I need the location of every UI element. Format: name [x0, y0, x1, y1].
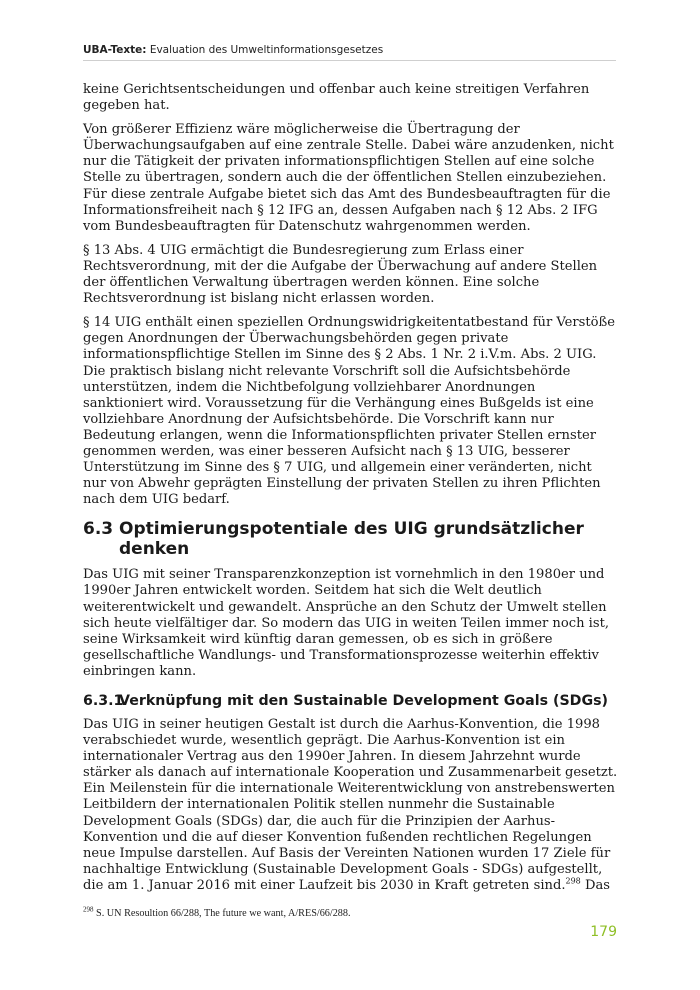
footnote	[83, 905, 618, 919]
section-title: Optimierungspotentiale des UIG grundsätzlicher denken	[119, 519, 584, 560]
subsection-paragraph-text: Das UIG in seiner heutigen Gestalt ist durch die Aarhus-Konvention, die 1998 verabschiedet wurde, wesentlich geprägt. Die Aarhus-Konvention ist ein internationaler Vertrag aus den 1990er Jahren. In diesem Jahrzehnt wurde stärker als danach auf internationale Kooperation und Zusammenarbeit gesetzt. Ein Meilenstein für die internationale Weiterentwicklung von anstrebenswerten Leitbildern der internationalen Politik stellen nunmehr die Sustainable Development Goals (SDGs) dar, die auch für die Prinzipien der Aarhus-Konvention und die auf dieser Konvention fußenden rechtlichen Regelungen neue Impulse darstellen. Auf Basis der Vereinten Nationen wurden 17 Ziele für nachhaltige Entwicklung (Sustainable Development Goals - SDGs) aufgestellt, die am 1. Januar 2016 mit einer Laufzeit bis 2030 in Kraft getreten sind.	[83, 717, 618, 893]
paragraph-4: § 14 UIG enthält einen speziellen Ordnungswidrigkeitentatbestand für Verstöße gegen Anordnungen der Überwachungsbehörden gegen private informationspflichtige Stellen im Sinne des § 2 Abs. 1 Nr. 2 i.V.m. Abs. 2 UIG. Die praktisch bislang nicht relevante Vorschrift soll die Aufsichtsbehörde unterstützen, indem die Nichtbefolgung vollziehbarer Anordnungen sanktioniert wird. Voraussetzung für die Verhängung eines Bußgelds ist eine vollziehbare Anordnung der Aufsichtsbehörde. Die Vorschrift kann nur Bedeutung erlangen, wenn die Informationspflichten privater Stellen ernster genommen werden, was einer besseren Aufsicht nach § 13 UIG, besserer Unterstützung im Sinne des § 7 UIG, und allgemein einer veränderten, nicht nur von Abwehr geprägten Einstellung der privaten Stellen zu ihren Pflichten nach dem UIG bedarf.	[83, 315, 616, 508]
subsection-title: Verknüpfung mit den Sustainable Development Goals (SDGs)	[119, 693, 609, 709]
paragraph-1: keine Gerichtsentscheidungen und offenbar auch keine streitigen Verfahren gegeben hat.	[83, 82, 590, 114]
running-header	[83, 44, 616, 61]
footnote-number: 298	[83, 905, 94, 914]
section-number: 6.3	[83, 519, 114, 540]
subsection-paragraph	[83, 717, 618, 894]
page-body	[83, 82, 618, 902]
header-series: UBA-Texte:	[83, 44, 147, 56]
header-title: Evaluation des Umweltinformationsgesetzes	[149, 44, 384, 56]
section-heading	[83, 519, 618, 559]
subsection-paragraph-tail: Das	[580, 877, 610, 893]
paragraph-3: § 13 Abs. 4 UIG ermächtigt die Bundesregierung zum Erlass einer Rechtsverordnung, mit der die Aufgabe der Überwachung auf andere Stellen der öffentlichen Verwaltung übertragen werden können. Eine solche Rechtsverordnung ist bislang nicht erlassen worden.	[83, 242, 598, 307]
footnote-reference[interactable]: 298	[565, 876, 581, 886]
page-number: 179	[590, 924, 617, 940]
subsection-heading	[83, 692, 618, 710]
paragraph-2: Von größerer Effizienz wäre möglicherweise die Übertragung der Überwachungsaufgaben auf eine zentrale Stelle. Dabei wäre anzudenken, nicht nur die Tätigkeit der privaten informationspflichtigen Stellen auf eine solche Stelle zu übertragen, sondern auch die der öffentlichen Stellen einzubeziehen. Für diese zentrale Aufgabe bietet sich das Amt des Bundesbeauftragten für die Informationsfreiheit nach § 12 IFG an, dessen Aufgaben nach § 12 Abs. 2 IFG vom Bundesbeauftragten für Datenschutz wahrgenommen werden.	[83, 122, 614, 234]
subsection-number: 6.3.1	[83, 693, 124, 709]
section-paragraph: Das UIG mit seiner Transparenzkonzeption ist vornehmlich in den 1980er und 1990er Jahren entwickelt worden. Seitdem hat sich die Welt deutlich weiterentwickelt und gewandelt. Ansprüche an den Schutz der Umwelt stellen sich heute vielfältiger dar. So modern das UIG in weiten Teilen immer noch ist, seine Wirksamkeit wird künftig daran gemessen, ob es sich in größere gesellschaftliche Wandlungs- und Transformationsprozesse weiterhin effektiv einbringen kann.	[83, 567, 609, 679]
footnote-text: S. UN Resoultion 66/288, The future we want, A/RES/66/288.	[93, 908, 351, 919]
